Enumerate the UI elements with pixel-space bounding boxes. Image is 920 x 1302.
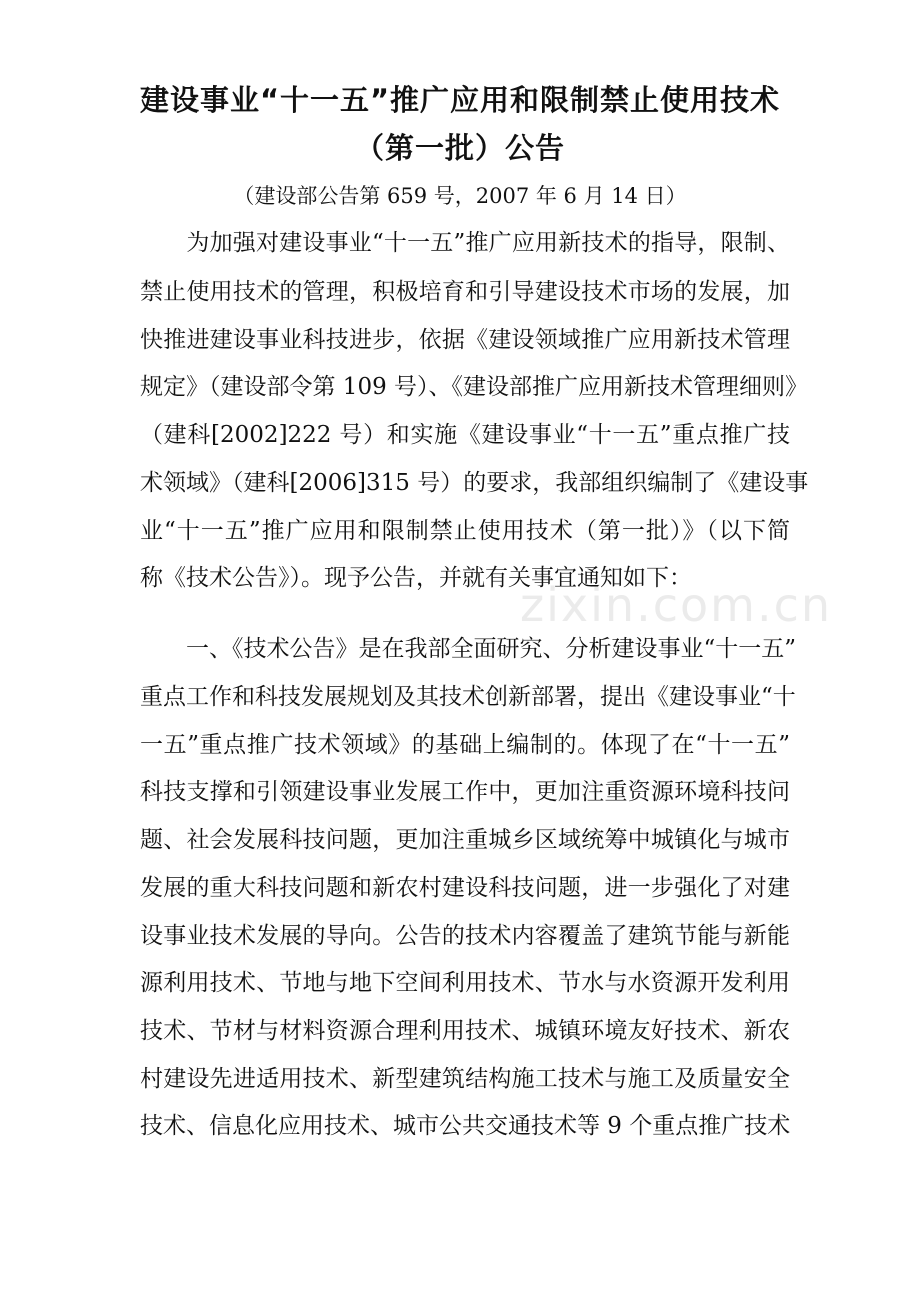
body-line: 重点工作和科技发展规划及其技术创新部署，提出《建设事业“十 <box>140 684 796 710</box>
body-line: 快推进建设事业科技进步，依据《建设领域推广应用新技术管理 <box>140 327 790 353</box>
body-line: 村建设先进适用技术、新型建筑结构施工技术与施工及质量安全 <box>140 1066 790 1092</box>
body-line: 规定》（建设部令第 109 号）、《建设部推广应用新技术管理细则》 <box>140 374 809 400</box>
body-line: 为加强对建设事业“十一五”推广应用新技术的指导，限制、 <box>140 230 790 256</box>
body-line: （建科[2002]222 号）和实施《建设事业“十一五”重点推广技 <box>140 422 790 448</box>
body-line: 科技支撑和引领建设事业发展工作中，更加注重资源环境科技问 <box>140 779 790 805</box>
body-line: 术领域》（建科[2006]315 号）的要求，我部组织编制了《建设事 <box>140 470 809 496</box>
body-line: 技术、信息化应用技术、城市公共交通技术等 9 个重点推广技术 <box>140 1113 791 1139</box>
document-title-line-1: 建设事业“十一五”推广应用和限制禁止使用技术 <box>139 83 781 117</box>
document-title-line-2: （第一批）公告 <box>354 131 565 165</box>
body-line: 一、《技术公告》是在我部全面研究、分析建设事业“十一五” <box>140 636 797 662</box>
body-line: 技术、节材与材料资源合理利用技术、城镇环境友好技术、新农 <box>140 1018 790 1044</box>
body-line: 发展的重大科技问题和新农村建设科技问题，进一步强化了对建 <box>140 875 790 901</box>
body-line: 源利用技术、节地与地下空间利用技术、节水与水资源开发利用 <box>140 970 790 996</box>
body-line: 设事业技术发展的导向。公告的技术内容覆盖了建筑节能与新能 <box>140 923 790 949</box>
watermark: zixin.com.cn <box>520 578 833 632</box>
body-line: 题、社会发展科技问题，更加注重城乡区域统筹中城镇化与城市 <box>140 827 790 853</box>
body-line: 业“十一五”推广应用和限制禁止使用技术（第一批）》（以下简 <box>140 518 790 544</box>
body-line: 禁止使用技术的管理，积极培育和引导建设技术市场的发展，加 <box>140 279 790 305</box>
body-line: 一五”重点推广技术领域》的基础上编制的。体现了在“十一五” <box>140 732 790 758</box>
body-line: 称《技术公告》）。现予公告，并就有关事宜通知如下： <box>140 565 692 591</box>
document-subtitle: （建设部公告第 659 号，2007 年 6 月 14 日） <box>233 184 687 208</box>
